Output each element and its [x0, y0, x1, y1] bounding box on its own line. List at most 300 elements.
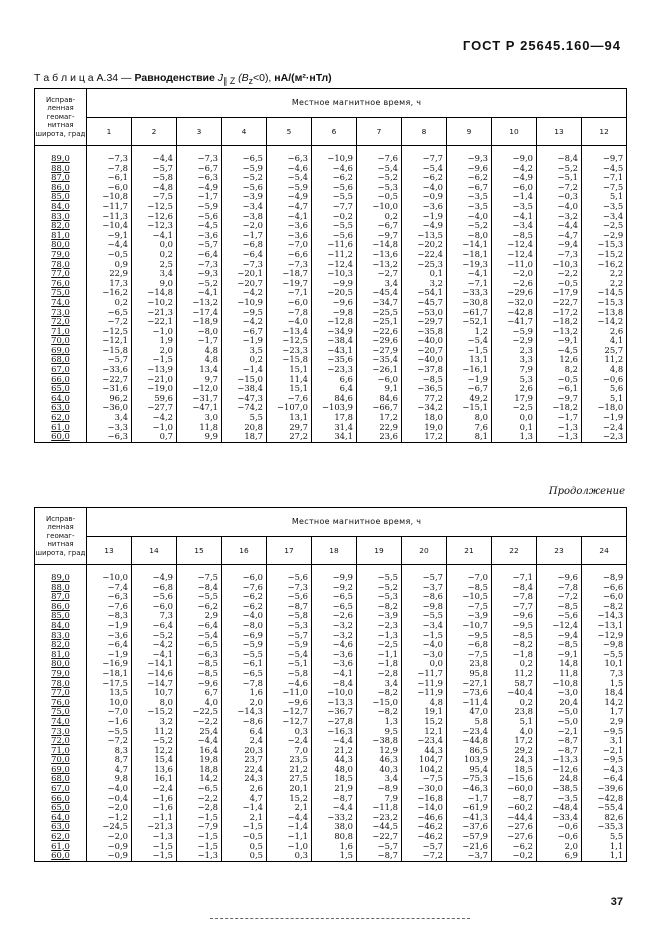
value-cell: 23,8 — [447, 659, 492, 669]
value-cell: −12,5 — [267, 336, 312, 346]
value-cell: −47,3 — [222, 394, 267, 404]
latitude-cell: 72,0 — [35, 736, 87, 746]
value-cell: 24,3 — [222, 774, 267, 784]
value-cell: −8,2 — [357, 688, 402, 698]
hour-header: 16 — [222, 537, 267, 565]
value-cell: −17,4 — [177, 308, 222, 318]
value-cell: −0,5 — [357, 192, 402, 202]
value-cell: 6,4 — [312, 384, 357, 394]
value-cell: 18,7 — [222, 432, 267, 442]
value-cell: −0,5 — [222, 832, 267, 842]
value-cell: −10,3 — [537, 260, 582, 270]
value-cell: −5,7 — [402, 842, 447, 852]
hour-header: 15 — [177, 537, 222, 565]
value-cell: 8,0 — [132, 698, 177, 708]
value-cell: 1,7 — [582, 707, 627, 717]
value-cell: 8,7 — [87, 755, 132, 765]
value-cell: −15,0 — [222, 375, 267, 385]
hour-header: 19 — [357, 537, 402, 565]
value-cell: −5,5 — [222, 650, 267, 660]
value-cell: −5,8 — [267, 611, 312, 621]
value-cell: −34,2 — [402, 403, 447, 413]
value-cell: −3,6 — [177, 231, 222, 241]
value-cell: −4,6 — [267, 164, 312, 174]
hour-header: 14 — [132, 537, 177, 565]
value-cell: −0,5 — [87, 250, 132, 260]
value-cell: −7,6 — [357, 154, 402, 164]
value-cell: −9,8 — [402, 602, 447, 612]
value-cell: −9,9 — [312, 279, 357, 289]
value-cell: −6,0 — [222, 573, 267, 583]
value-cell: −4,4 — [177, 736, 222, 746]
hour-header: 18 — [312, 537, 357, 565]
value-cell: −35,8 — [402, 327, 447, 337]
value-cell: 0,1 — [492, 423, 537, 433]
value-cell: −5,2 — [357, 173, 402, 183]
value-cell: −10,0 — [87, 573, 132, 583]
value-cell: 3,4 — [132, 269, 177, 279]
value-cell: −6,3 — [177, 173, 222, 183]
value-cell: −5,7 — [402, 573, 447, 583]
value-cell: −9,5 — [447, 631, 492, 641]
value-cell: −4,1 — [492, 212, 537, 222]
value-cell: −11,7 — [402, 669, 447, 679]
value-cell: −6,0 — [492, 183, 537, 193]
value-cell: −11,9 — [402, 679, 447, 689]
value-cell: 44,3 — [312, 755, 357, 765]
value-cell: −14,8 — [357, 240, 402, 250]
latitude-cell: 72,0 — [35, 317, 87, 327]
value-cell: −44,4 — [492, 813, 537, 823]
value-cell: 80,8 — [312, 832, 357, 842]
value-cell: −30,8 — [447, 298, 492, 308]
value-cell: 21,9 — [312, 784, 357, 794]
value-cell: −8,3 — [87, 611, 132, 621]
value-cell: −5,9 — [267, 640, 312, 650]
value-cell: −12,5 — [132, 202, 177, 212]
value-cell: −5,7 — [357, 842, 402, 852]
value-cell: −5,6 — [132, 592, 177, 602]
value-cell: −8,0 — [447, 231, 492, 241]
value-cell: −6,5 — [222, 154, 267, 164]
value-cell: −0,2 — [492, 851, 537, 861]
caption-label: Т а б л и ц а А.34 — — [34, 72, 132, 84]
value-cell: −0,6 — [537, 822, 582, 832]
value-cell: −7,3 — [222, 260, 267, 270]
caption-condition-sub: z — [248, 76, 253, 87]
value-cell: −1,0 — [132, 423, 177, 433]
value-cell: 25,7 — [582, 346, 627, 356]
value-cell: −5,4 — [447, 336, 492, 346]
value-cell: −1,9 — [87, 650, 132, 660]
value-cell: −46,6 — [402, 813, 447, 823]
value-cell: −4,0 — [402, 640, 447, 650]
value-cell: −3,4 — [402, 621, 447, 631]
value-cell: −2,8 — [177, 803, 222, 813]
value-cell: −6,3 — [267, 154, 312, 164]
value-cell: −11,0 — [492, 260, 537, 270]
value-cell: −1,5 — [132, 355, 177, 365]
latitude-cell: 64,0 — [35, 813, 87, 823]
value-cell: −8,7 — [492, 794, 537, 804]
value-cell: 5,8 — [447, 717, 492, 727]
value-cell: −6,8 — [447, 640, 492, 650]
value-cell: −40,0 — [402, 355, 447, 365]
value-cell: −2,5 — [582, 221, 627, 231]
value-cell: −7,3 — [267, 260, 312, 270]
value-cell: −4,1 — [132, 650, 177, 660]
value-cell: 0,0 — [402, 659, 447, 669]
value-cell: −9,9 — [312, 573, 357, 583]
value-cell: −5,9 — [222, 640, 267, 650]
value-cell: −66,7 — [357, 403, 402, 413]
value-cell: −14,1 — [132, 659, 177, 669]
value-cell: −15,3 — [582, 298, 627, 308]
value-cell: −5,6 — [267, 573, 312, 583]
value-cell: −1,4 — [222, 803, 267, 813]
latitude-cell: 74,0 — [35, 717, 87, 727]
value-cell: −1,5 — [177, 842, 222, 852]
value-cell: 8,0 — [447, 413, 492, 423]
value-cell: −12,6 — [132, 212, 177, 222]
value-cell: −23,3 — [267, 346, 312, 356]
value-cell: 8,3 — [87, 746, 132, 756]
value-cell: −7,5 — [447, 602, 492, 612]
value-cell: −14,3 — [582, 611, 627, 621]
value-cell: 18,5 — [492, 765, 537, 775]
value-cell: −40,0 — [402, 336, 447, 346]
value-cell: −5,5 — [402, 611, 447, 621]
value-cell: −27,1 — [447, 679, 492, 689]
value-cell: −4,0 — [402, 183, 447, 193]
latitude-cell: 86,0 — [35, 602, 87, 612]
value-cell: 1,2 — [447, 327, 492, 337]
value-cell: −15,0 — [357, 698, 402, 708]
value-cell: −36,7 — [312, 707, 357, 717]
value-cell: −4,1 — [447, 269, 492, 279]
value-cell: −1,8 — [357, 659, 402, 669]
value-cell: −2,5 — [357, 640, 402, 650]
value-cell: −3,7 — [447, 851, 492, 861]
value-cell: 18,8 — [177, 765, 222, 775]
value-cell: −5,5 — [312, 221, 357, 231]
value-cell: −36,0 — [87, 403, 132, 413]
value-cell: −1,7 — [447, 794, 492, 804]
value-cell: −4,6 — [312, 164, 357, 174]
value-cell: 12,2 — [132, 746, 177, 756]
value-cell: −9,6 — [537, 573, 582, 583]
value-cell: 10,7 — [132, 688, 177, 698]
hour-header: 20 — [402, 537, 447, 565]
value-cell: −6,2 — [222, 602, 267, 612]
value-cell: −8,5 — [402, 375, 447, 385]
continuation-label: Продолжение — [548, 486, 625, 497]
value-cell: 1,5 — [582, 679, 627, 689]
value-cell: 14,2 — [177, 774, 222, 784]
value-cell: −32,0 — [492, 298, 537, 308]
value-cell: −8,5 — [177, 669, 222, 679]
value-cell: −4,2 — [222, 317, 267, 327]
value-cell: −40,4 — [492, 688, 537, 698]
value-cell: −14,7 — [132, 679, 177, 689]
value-cell: −9,7 — [537, 394, 582, 404]
value-cell: −38,8 — [357, 736, 402, 746]
value-cell: −7,2 — [537, 183, 582, 193]
value-cell: −13,2 — [177, 298, 222, 308]
value-cell: −0,2 — [312, 212, 357, 222]
value-cell: −6,5 — [222, 669, 267, 679]
value-cell: 3,1 — [582, 736, 627, 746]
value-cell: 3,2 — [402, 279, 447, 289]
latitude-header: Исправ-ленная геомаг-нитная широта, град — [35, 508, 87, 565]
latitude-cell: 61,0 — [35, 423, 87, 433]
value-cell: −5,0 — [537, 707, 582, 717]
latitude-cell: 68,0 — [35, 774, 87, 784]
value-cell: −13,6 — [357, 250, 402, 260]
value-cell: −8,7 — [537, 736, 582, 746]
caption-symbol: J — [217, 72, 224, 84]
value-cell: −9,5 — [222, 308, 267, 318]
value-cell: −19,7 — [267, 279, 312, 289]
value-cell: 0,2 — [87, 298, 132, 308]
value-cell: −6,2 — [222, 592, 267, 602]
value-cell: −1,6 — [132, 803, 177, 813]
value-cell: −54,1 — [402, 288, 447, 298]
value-cell: −18,1 — [447, 250, 492, 260]
value-cell: −12,8 — [312, 317, 357, 327]
footer-rule — [210, 918, 470, 919]
value-cell: 20,8 — [222, 423, 267, 433]
value-cell: −8,9 — [357, 784, 402, 794]
value-cell: −20,5 — [312, 288, 357, 298]
value-cell: −5,6 — [177, 212, 222, 222]
value-cell: −2,0 — [87, 832, 132, 842]
value-cell: −6,5 — [177, 640, 222, 650]
value-cell: −9,4 — [537, 240, 582, 250]
value-cell: −9,2 — [312, 583, 357, 593]
value-cell: −36,5 — [402, 384, 447, 394]
value-cell: −6,5 — [312, 602, 357, 612]
value-cell: −6,7 — [447, 384, 492, 394]
value-cell: −1,7 — [537, 413, 582, 423]
latitude-cell: 63,0 — [35, 822, 87, 832]
value-cell: −14,6 — [132, 669, 177, 679]
latitude-cell: 71,0 — [35, 327, 87, 337]
value-cell: 2,4 — [222, 736, 267, 746]
value-cell: −7,7 — [402, 154, 447, 164]
value-cell: −23,3 — [312, 365, 357, 375]
value-cell: −6,0 — [582, 592, 627, 602]
value-cell: −1,4 — [492, 192, 537, 202]
value-cell: −5,8 — [267, 669, 312, 679]
value-cell: 23,5 — [267, 755, 312, 765]
latitude-cell: 62,0 — [35, 413, 87, 423]
value-cell: −4,7 — [267, 202, 312, 212]
value-cell: 0,5 — [222, 842, 267, 852]
value-cell: −22,7 — [357, 832, 402, 842]
value-cell: 12,9 — [357, 746, 402, 756]
value-cell: 9,7 — [177, 375, 222, 385]
value-cell: −9,8 — [582, 640, 627, 650]
latitude-cell: 89,0 — [35, 154, 87, 164]
hour-header: 23 — [537, 537, 582, 565]
value-cell: −5,4 — [177, 631, 222, 641]
value-cell: 3,3 — [492, 355, 537, 365]
value-cell: −8,2 — [582, 602, 627, 612]
value-cell: 19,8 — [177, 755, 222, 765]
value-cell: 8,2 — [537, 365, 582, 375]
value-cell: −7,6 — [87, 602, 132, 612]
value-cell: −5,2 — [177, 279, 222, 289]
value-cell: −4,2 — [492, 164, 537, 174]
value-cell: −3,6 — [402, 202, 447, 212]
value-cell: −4,9 — [267, 192, 312, 202]
value-cell: −15,6 — [492, 774, 537, 784]
value-cell: −7,5 — [582, 183, 627, 193]
latitude-cell: 84,0 — [35, 202, 87, 212]
value-cell: 24,8 — [537, 774, 582, 784]
value-cell: −41,7 — [492, 317, 537, 327]
value-cell: −42,8 — [582, 794, 627, 804]
value-cell: −60,0 — [492, 784, 537, 794]
time-header: Местное магнитное время, ч — [87, 508, 627, 537]
value-cell: −23,4 — [402, 736, 447, 746]
value-cell: −47,1 — [177, 403, 222, 413]
value-cell: −1,1 — [357, 650, 402, 660]
value-cell: −6,4 — [132, 621, 177, 631]
value-cell: −0,5 — [537, 375, 582, 385]
value-cell: −20,7 — [402, 346, 447, 356]
value-cell: −8,7 — [357, 851, 402, 861]
value-cell: 23,6 — [357, 432, 402, 442]
value-cell: −8,2 — [357, 707, 402, 717]
value-cell: 7,9 — [357, 794, 402, 804]
value-cell: 47,0 — [447, 707, 492, 717]
value-cell: −2,0 — [492, 269, 537, 279]
value-cell: −23,4 — [447, 727, 492, 737]
latitude-cell: 75,0 — [35, 707, 87, 717]
value-cell: −4,4 — [312, 803, 357, 813]
value-cell: −5,2 — [132, 631, 177, 641]
value-cell: −46,2 — [402, 822, 447, 832]
value-cell: −9,5 — [582, 727, 627, 737]
value-cell: −44,5 — [357, 822, 402, 832]
value-cell: −6,6 — [582, 583, 627, 593]
value-cell: −1,3 — [537, 423, 582, 433]
value-cell: −13,9 — [132, 365, 177, 375]
value-cell: −14,2 — [582, 317, 627, 327]
latitude-cell: 79,0 — [35, 669, 87, 679]
value-cell: −1,3 — [357, 631, 402, 641]
value-cell: −4,9 — [132, 573, 177, 583]
value-cell: −3,6 — [312, 659, 357, 669]
value-cell: −8,6 — [402, 592, 447, 602]
value-cell: −19,0 — [132, 384, 177, 394]
latitude-cell: 75,0 — [35, 288, 87, 298]
value-cell: −4,4 — [132, 154, 177, 164]
value-cell: −34,7 — [357, 298, 402, 308]
latitude-cell: 71,0 — [35, 746, 87, 756]
latitude-cell: 81,0 — [35, 650, 87, 660]
value-cell: 0,9 — [87, 260, 132, 270]
value-cell: −4,1 — [132, 231, 177, 241]
value-cell: −7,1 — [582, 173, 627, 183]
time-header: Местное магнитное время, ч — [87, 89, 627, 118]
value-cell: −0,6 — [582, 375, 627, 385]
value-cell: 12,6 — [537, 355, 582, 365]
value-cell: 7,0 — [267, 746, 312, 756]
value-cell: 3,4 — [357, 679, 402, 689]
value-cell: −6,8 — [222, 240, 267, 250]
value-cell: 19,1 — [402, 707, 447, 717]
value-cell: 17,3 — [87, 279, 132, 289]
value-cell: −1,6 — [132, 794, 177, 804]
value-cell: −31,7 — [177, 394, 222, 404]
latitude-cell: 70,0 — [35, 755, 87, 765]
value-cell: 3,4 — [87, 413, 132, 423]
value-cell: 13,6 — [132, 765, 177, 775]
value-cell: −4,9 — [402, 221, 447, 231]
value-cell: −4,2 — [132, 413, 177, 423]
value-cell: 21,2 — [267, 765, 312, 775]
value-cell: −5,1 — [537, 173, 582, 183]
value-cell: 46,3 — [357, 755, 402, 765]
value-cell: −6,4 — [87, 640, 132, 650]
value-cell: −2,8 — [357, 669, 402, 679]
value-cell: 4,0 — [492, 727, 537, 737]
value-cell: 27,2 — [267, 432, 312, 442]
value-cell: −3,9 — [222, 192, 267, 202]
value-cell: 48,0 — [312, 765, 357, 775]
value-cell: 10,0 — [87, 698, 132, 708]
latitude-cell: 76,0 — [35, 279, 87, 289]
value-cell: −10,3 — [312, 269, 357, 279]
value-cell: −29,7 — [402, 317, 447, 327]
value-cell: −5,2 — [357, 583, 402, 593]
value-cell: −7,0 — [87, 707, 132, 717]
value-cell: −2,4 — [267, 736, 312, 746]
value-cell: −5,6 — [312, 183, 357, 193]
value-cell: −2,0 — [222, 221, 267, 231]
value-cell: −16,2 — [582, 260, 627, 270]
value-cell: 11,2 — [132, 727, 177, 737]
value-cell: −13,8 — [582, 308, 627, 318]
value-cell: −6,2 — [492, 842, 537, 852]
latitude-cell: 82,0 — [35, 221, 87, 231]
value-cell: −5,6 — [222, 183, 267, 193]
value-cell: −22,1 — [132, 317, 177, 327]
value-cell: −9,3 — [177, 269, 222, 279]
value-cell: 18,0 — [402, 413, 447, 423]
value-cell: −12,4 — [492, 250, 537, 260]
value-cell: −7,7 — [312, 202, 357, 212]
latitude-cell: 66,0 — [35, 794, 87, 804]
data-table-1 — [34, 88, 627, 443]
value-cell: −2,2 — [177, 717, 222, 727]
latitude-cell: 88,0 — [35, 583, 87, 593]
latitude-cell: 89,0 — [35, 573, 87, 583]
value-cell: 17,2 — [357, 413, 402, 423]
value-cell: 58,7 — [492, 679, 537, 689]
value-cell: −2,2 — [177, 794, 222, 804]
value-cell: −2,0 — [87, 803, 132, 813]
value-cell: −7,7 — [492, 602, 537, 612]
value-cell: −4,2 — [222, 288, 267, 298]
latitude-cell: 70,0 — [35, 336, 87, 346]
value-cell: −11,0 — [267, 688, 312, 698]
value-cell: −3,6 — [87, 631, 132, 641]
value-cell: −13,3 — [537, 755, 582, 765]
